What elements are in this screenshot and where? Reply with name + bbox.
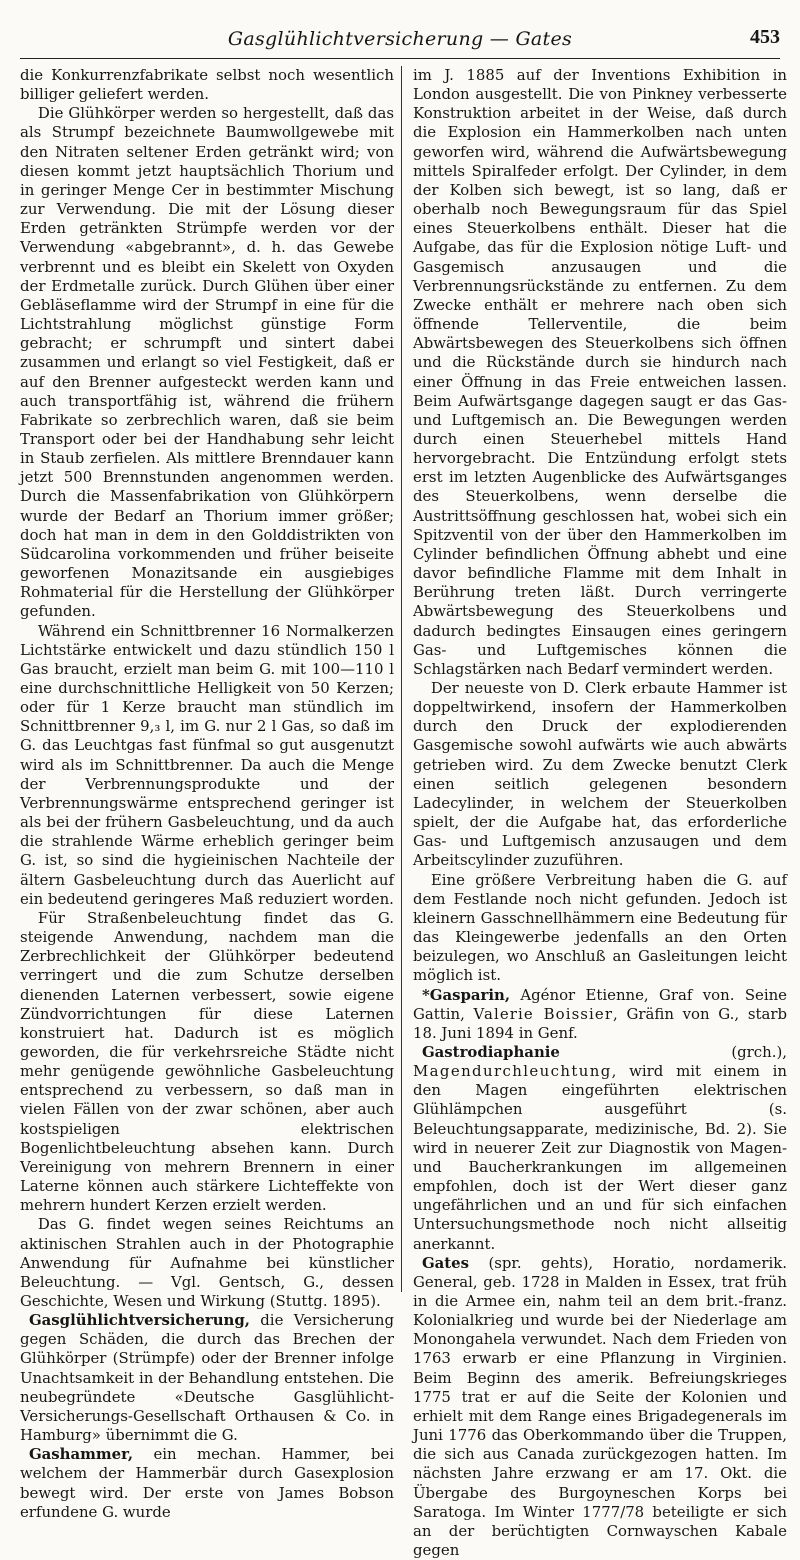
paragraph: Während ein Schnittbrenner 16 Normalkerzen Lichtstärke entwickelt und dazu stündlich 150 l Gas braucht, erzielt man beim G. mit 100—110 l eine durchschnittliche Helligkeit von 50 Kerzen; oder für 1 Kerze braucht man stündlich im Schnittbrenner 9,₃ l, im G. nur 2 l Gas, so daß im G. das Leuchtgas fast fünfmal so gut ausgenutzt wird als im Schnittbrenner. Da auch die Menge der Verbrennungsprodukte und der Verbrennungswärme entsprechend geringer ist als bei der frühern Gasbeleuchtung, und da auch die strahlende Wärme erheblich geringer beim G. ist, so sind die hygieinischen Nachteile der ältern Gasbeleuchtung durch das Auerlicht auf ein bedeutend geringeres Maß reduziert worden.	[20, 621, 394, 908]
running-head: Gasglühlichtversicherung — Gates	[227, 28, 573, 50]
paragraph: Für Straßenbeleuchtung findet das G. steigende Anwendung, nachdem man die Zerbrechlichkeit der Glühkörper bedeutend verringert und die zum Schutze derselben dienenden Laternen verbessert, sowie eigene Zündvorrichtungen für diese Laternen konstruiert hat. Dadurch ist es möglich geworden, die für verkehrsreiche Städte nicht mehr genügende gewöhnliche Gasbeleuchtung entsprechend zu verbessern, so daß man in vielen Fällen von der zwar schönen, aber auch kostspieligen elektrischen Bogenlichtbeleuchtung absehen kann. Durch Vereinigung von mehrern Brennern in einer Laterne können auch stärkere Lichteffekte von mehrern hundert Kerzen erzielt werden.	[20, 908, 394, 1215]
right-column	[413, 66, 788, 1560]
paragraph: Eine größere Verbreitung haben die G. auf dem Festlande noch nicht gefunden. Jedoch ist kleinern Gasschnellhämmern eine Bedeutung für das Kleingewerbe jedenfalls an den Orten beizulegen, wo Anschluß an Gasleitungen leicht möglich ist.	[413, 870, 787, 985]
entry-gasparin	[413, 986, 787, 1043]
entry-text: (spr. gehts), Horatio, nordamerik. General, geb. 1728 in Malden in Essex, trat früh in die Armee ein, nahm teil an dem brit.-franz. Kolonialkrieg und wurde bei der Niederlage am Monongahela verwundet. Nach dem Frieden von 1763 erwarb er eine Pflanzung in Virginien. Beim Beginn des amerik. Befreiungskrieges 1775 trat er auf die Seite der Kolonien und erhielt mit dem Range eines Brigadegenerals im Juni 1776 das Oberkommando über die Truppen, die sich aus Canada zurückgezogen hatten. Im nächsten Jahre erzwang er am 17. Okt. die Übergabe des Burgoyneschen Korps bei Saratoga. Im Winter 1777/78 beteiligte er sich an der berüchtigten Cornwayschen Kabale gegen	[413, 1253, 787, 1560]
headword: Gastrodiaphanie	[421, 1042, 560, 1061]
entry-text: , Gräfin von G., starb 18. Juni 1894 in Genf.	[413, 1004, 788, 1042]
entry-text: (grch.),	[559, 1042, 787, 1061]
page-header	[20, 22, 780, 59]
spaced-name: Valerie Boissier	[473, 1004, 614, 1023]
spaced-term: Magendurchleuchtung	[413, 1062, 612, 1081]
entry-gastrodiaphanie	[413, 1043, 787, 1254]
paragraph: Die Glühkörper werden so hergestellt, daß das als Strumpf bezeichnete Baumwollgewebe mit den Nitraten seltener Erden getränkt wird; von diesen kommt jetzt hauptsächlich Thorium und in geringer Menge Cer in bestimmter Mischung zur Verwendung. Die mit der Lösung dieser Erden getränkten Strümpfe werden vor der Verwendung «abgebrannt», d. h. das Gewebe verbrennt und es bleibt ein Skelett von Oxyden der Erdmetalle zurück. Durch Glühen über einer Gebläseflamme wird der Strumpf in eine für die Lichtstrahlung möglichst günstige Form gebracht; er schrumpft und sintert dabei zusammen und erlangt so viel Festigkeit, daß er auf den Brenner aufgesteckt werden kann und auch transportfähig ist, während die frühern Fabrikate so zerbrechlich waren, daß sie beim Transport oder bei der Handhabung sehr leicht in Staub zerfielen. Als mittlere Brenndauer kann jetzt 500 Brennstunden angenommen werden. Durch die Massenfabrikation von Glühkörpern wurde der Bedarf an Thorium immer größer; doch hat man in dem in den Golddistrikten von Südcarolina vorkommenden und früher beiseite geworfenen Monazitsande ein ausgiebiges Rohmaterial für die Herstellung der Glühkörper gefunden.	[20, 104, 394, 621]
left-column	[20, 66, 394, 1521]
headword: Gashammer,	[28, 1445, 134, 1464]
entry-text: , wird mit einem in den Magen eingeführten elektrischen Glühlämpchen ausgeführt (s. Beleuchtungsapparate, medizinische, Bd. 2). Sie wird in neuerer Zeit zur Diagnostik von Magen- und Baucherkrankungen im allgemeinen empfohlen, doch ist der Wert dieser ganz ungefährlichen und an und für sich einfachen Untersuchungsmethode noch nicht allseitig anerkannt.	[413, 1062, 787, 1253]
paragraph: Der neueste von D. Clerk erbaute Hammer ist doppeltwirkend, insofern der Hammerkolben durch den Druck der explodierenden Gasgemische sowohl aufwärts wie auch abwärts getrieben wird. Zu dem Zwecke benutzt Clerk einen seitlich gelegenen besondern Ladecylinder, in welchem der Steuerkolben spielt, der die Aufgabe hat, das erforderliche Gas- und Luftgemisch anzusaugen und dem Arbeitscylinder zuzuführen.	[413, 679, 787, 870]
entry-text: ein mechan. Hammer, bei welchem der Hammerbär durch Gasexplosion bewegt wird. Der erste von James Bobson erfundene G. wurde	[20, 1445, 394, 1521]
paragraph: Das G. findet wegen seines Reichtums an aktinischen Strahlen auch in der Photographie Anwendung für Aufnahme bei künstlicher Beleuchtung. — Vgl. Gentsch, G., dessen Geschichte, Wesen und Wirkung (Stuttg. 1895).	[20, 1215, 394, 1310]
headword: Gasglühlichtversicherung,	[28, 1311, 250, 1330]
paragraph: im J. 1885 auf der Inventions Exhibition in London ausgestellt. Die von Pinkney verbesserte Konstruktion arbeitet in der Weise, daß durch die Explosion ein Hammerkolben nach unten geworfen wird, während die Aufwärtsbewegung mittels Spiralfeder erfolgt. Der Cylinder, in dem der Kolben sich bewegt, ist so lang, daß er oberhalb noch Bewegungsraum für das Spiel eines Steuerkolbens enthält. Dieser hat die Aufgabe, das für die Explosion nötige Luft- und Gasgemisch anzusaugen und die Verbrennungsrückstände zu entfernen. Zu dem Zwecke enthält er mehrere nach oben sich öffnende Tellerventile, die beim Abwärtsbewegen des Steuerkolbens sich öffnen und die Rückstände durch sie hindurch nach einer Öffnung in das Freie entweichen lassen. Beim Aufwärtsgange dagegen saugt er das Gas- und Luftgemisch an. Die Bewegungen werden durch einen Steuerhebel mittels Hand hervorgebracht. Die Entzündung erfolgt stets erst im letzten Augenblicke des Aufwärtsganges des Steuerkolbens, wenn derselbe die Austrittsöffnung geschlossen hat, wobei sich ein Spitzventil von der über den Hammerkolben im Cylinder befindlichen Öffnung abhebt und eine davor befindliche Flamme mit dem Inhalt in Berührung treten läßt. Durch verringerte Abwärtsbewegung des Steuerkolbens und dadurch bedingtes Einsaugen eines geringern Gas- und Luftgemisches können die Schlagstärken nach Bedarf vermindert werden.	[413, 66, 787, 678]
column-divider	[401, 66, 402, 1292]
headword: *Gasparin,	[421, 985, 511, 1004]
entry-text: Agénor Etienne, Graf von. Seine Gattin,	[413, 985, 787, 1023]
headword: Gates	[421, 1253, 470, 1272]
paragraph: die Konkurrenzfabrikate selbst noch wesentlich billiger geliefert werden.	[20, 66, 394, 104]
entry-gasgluehlichtversicherung	[20, 1311, 394, 1445]
entry-gashammer	[20, 1445, 394, 1522]
entry-gates	[413, 1254, 787, 1560]
entry-text: die Versicherung gegen Schäden, die durch das Brechen der Glühkörper (Strümpfe) oder der Brenner infolge Unachtsamkeit in der Behandlung entstehen. Die neubegründete «Deutsche Gasglühlicht-Versicherungs-Gesellschaft Orthausen & Co. in Hamburg» übernimmt die G.	[20, 1311, 394, 1445]
page-number: 453	[750, 26, 780, 48]
